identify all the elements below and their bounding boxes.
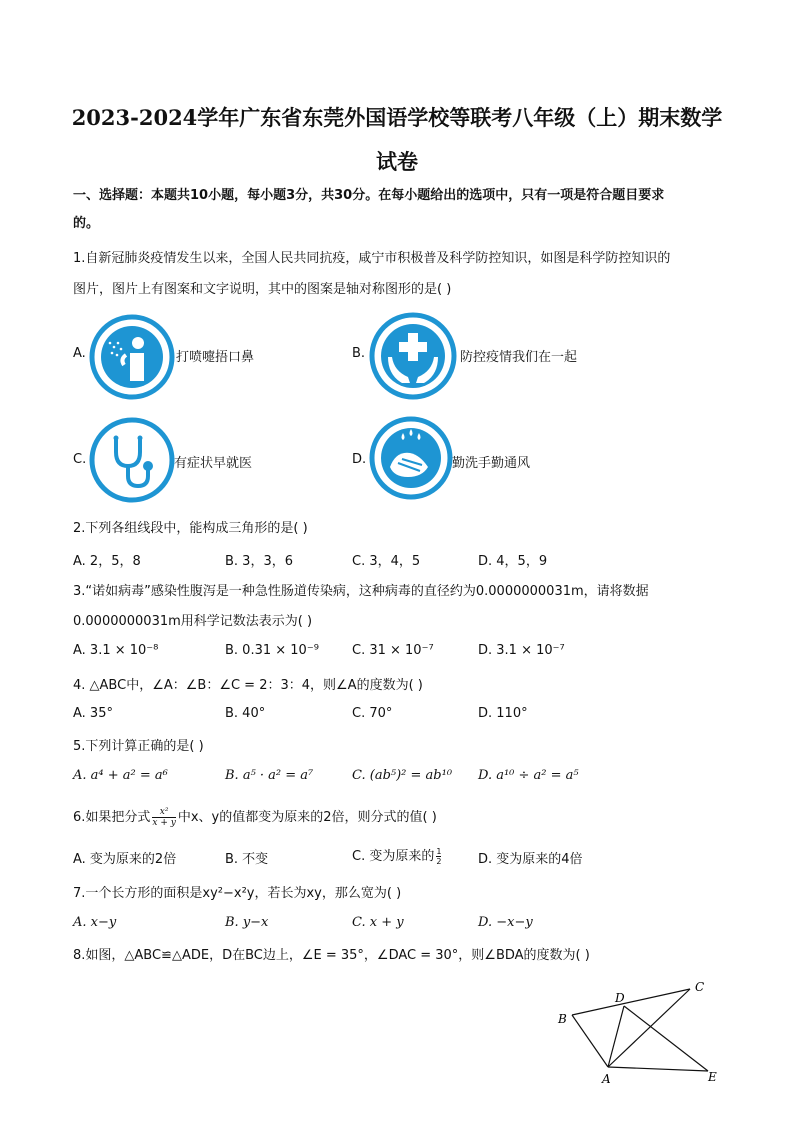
q7-option-c: C. x + y xyxy=(352,915,404,930)
q6-fraction-numerator: x² xyxy=(152,807,175,818)
q7-option-b: B. y−x xyxy=(225,915,269,930)
q6-option-c xyxy=(352,845,441,866)
q4-option-d: D. 110° xyxy=(478,706,528,721)
q5-option-a: A. a⁴ + a² = a⁶ xyxy=(73,768,168,783)
segment-de xyxy=(624,1006,708,1071)
q3-option-b: B. 0.31 × 10⁻⁹ xyxy=(225,643,319,658)
q1-option-b-caption: 防控疫情我们在一起 xyxy=(460,350,578,365)
q1-stem: 1.自新冠肺炎疫情发生以来，全国人民共同抗疫，咸宁市积极普及科学防控知识，如图是科学防控知识的 xyxy=(73,251,671,266)
q3-option-a: A. 3.1 × 10⁻⁸ xyxy=(73,643,159,658)
sneeze-icon xyxy=(88,313,176,401)
page-title-line2: 试卷 xyxy=(376,149,418,174)
point-b-label: B xyxy=(558,1012,567,1026)
q1-option-c-caption: 有症状早就医 xyxy=(174,456,253,471)
q6-option-c-frac-den: 2 xyxy=(436,857,442,866)
section-heading: 一、选择题：本题共10小题，每小题3分，共30分。在每小题给出的选项中，只有一项是符合题目要求 xyxy=(73,188,665,203)
q6-stem xyxy=(73,807,437,828)
q1-option-a-letter: A. xyxy=(73,346,86,361)
q1-option-b-letter: B. xyxy=(352,346,366,361)
point-d-label: D xyxy=(615,991,625,1005)
q6-option-c-fraction xyxy=(436,847,441,866)
q7-stem: 7.一个长方形的面积是xy²−x²y，若长为xy，那么宽为( ) xyxy=(73,886,402,901)
q1-option-c-letter: C. xyxy=(73,452,87,467)
q6-stem-pre: 6.如果把分式 xyxy=(73,810,151,825)
q2-option-a: A. 2，5，8 xyxy=(73,554,141,569)
q4-stem: 4. △ABC中，∠A：∠B：∠C = 2：3：4，则∠A的度数为( ) xyxy=(73,678,423,693)
point-e-label: E xyxy=(708,1070,717,1084)
q6-option-c-frac-num: 1 xyxy=(436,847,442,856)
q3-option-d: D. 3.1 × 10⁻⁷ xyxy=(478,643,565,658)
q6-fraction xyxy=(152,807,175,828)
q4-option-c: C. 70° xyxy=(352,706,393,721)
q4-option-b: B. 40° xyxy=(225,706,266,721)
q5-stem: 5.下列计算正确的是( ) xyxy=(73,739,204,754)
q1-option-a-caption: 打喷嚏捂口鼻 xyxy=(176,350,255,365)
q2-option-d: D. 4，5，9 xyxy=(478,554,548,569)
page-title: 2023-2024学年广东省东莞外国语学校等联考八年级（上）期末数学 xyxy=(71,105,723,130)
q6-option-c-text: C. 变为原来的 xyxy=(352,849,435,864)
q2-stem: 2.下列各组线段中，能构成三角形的是( ) xyxy=(73,521,308,536)
q3-stem: 3.“诺如病毒”感染性腹泻是一种急性肠道传染病，这种病毒的直径约为0.0000000031m，请将数据 xyxy=(73,584,649,599)
hands-cross-icon xyxy=(368,311,458,401)
segment-ad xyxy=(608,1006,624,1067)
q3-option-c: C. 31 × 10⁻⁷ xyxy=(352,643,434,658)
q8-stem: 8.如图，△ABC≌△ADE，D在BC边上，∠E = 35°，∠DAC = 30°，则∠BDA的度数为( ) xyxy=(73,948,590,963)
hand-wash-icon xyxy=(368,415,454,501)
stethoscope-icon xyxy=(88,416,176,504)
q1-option-d-letter: D. xyxy=(352,452,367,467)
q6-option-b: B. 不变 xyxy=(225,852,269,867)
q2-option-b: B. 3，3，6 xyxy=(225,554,293,569)
q5-option-c: C. (ab⁵)² = ab¹⁰ xyxy=(352,768,453,783)
q2-option-c: C. 3，4，5 xyxy=(352,554,421,569)
q7-option-a: A. x−y xyxy=(73,915,117,930)
q6-fraction-denominator: x + y xyxy=(152,818,176,828)
q3-stem-cont: 0.0000000031m用科学记数法表示为( ) xyxy=(73,614,313,629)
q4-option-a: A. 35° xyxy=(73,706,113,721)
segment-ae xyxy=(608,1067,708,1071)
q5-option-b: B. a⁵ · a² = a⁷ xyxy=(225,768,314,783)
q6-option-d: D. 变为原来的4倍 xyxy=(478,852,583,867)
q5-option-d: D. a¹⁰ ÷ a² = a⁵ xyxy=(478,768,579,783)
point-c-label: C xyxy=(695,980,705,994)
section-heading-cont: 的。 xyxy=(73,216,100,231)
point-a-label: A xyxy=(602,1072,611,1086)
q6-stem-post: 中x、y的值都变为原来的2倍，则分式的值( ) xyxy=(177,810,437,825)
q1-stem-cont: 图片，图片上有图案和文字说明，其中的图案是轴对称图形的是( ) xyxy=(73,282,452,297)
q6-option-a: A. 变为原来的2倍 xyxy=(73,852,177,867)
q7-option-d: D. −x−y xyxy=(478,915,533,930)
q1-option-d-caption: 勤洗手勤通风 xyxy=(452,456,531,471)
segment-ba xyxy=(572,1015,608,1067)
q8-triangle-figure xyxy=(550,975,730,1090)
